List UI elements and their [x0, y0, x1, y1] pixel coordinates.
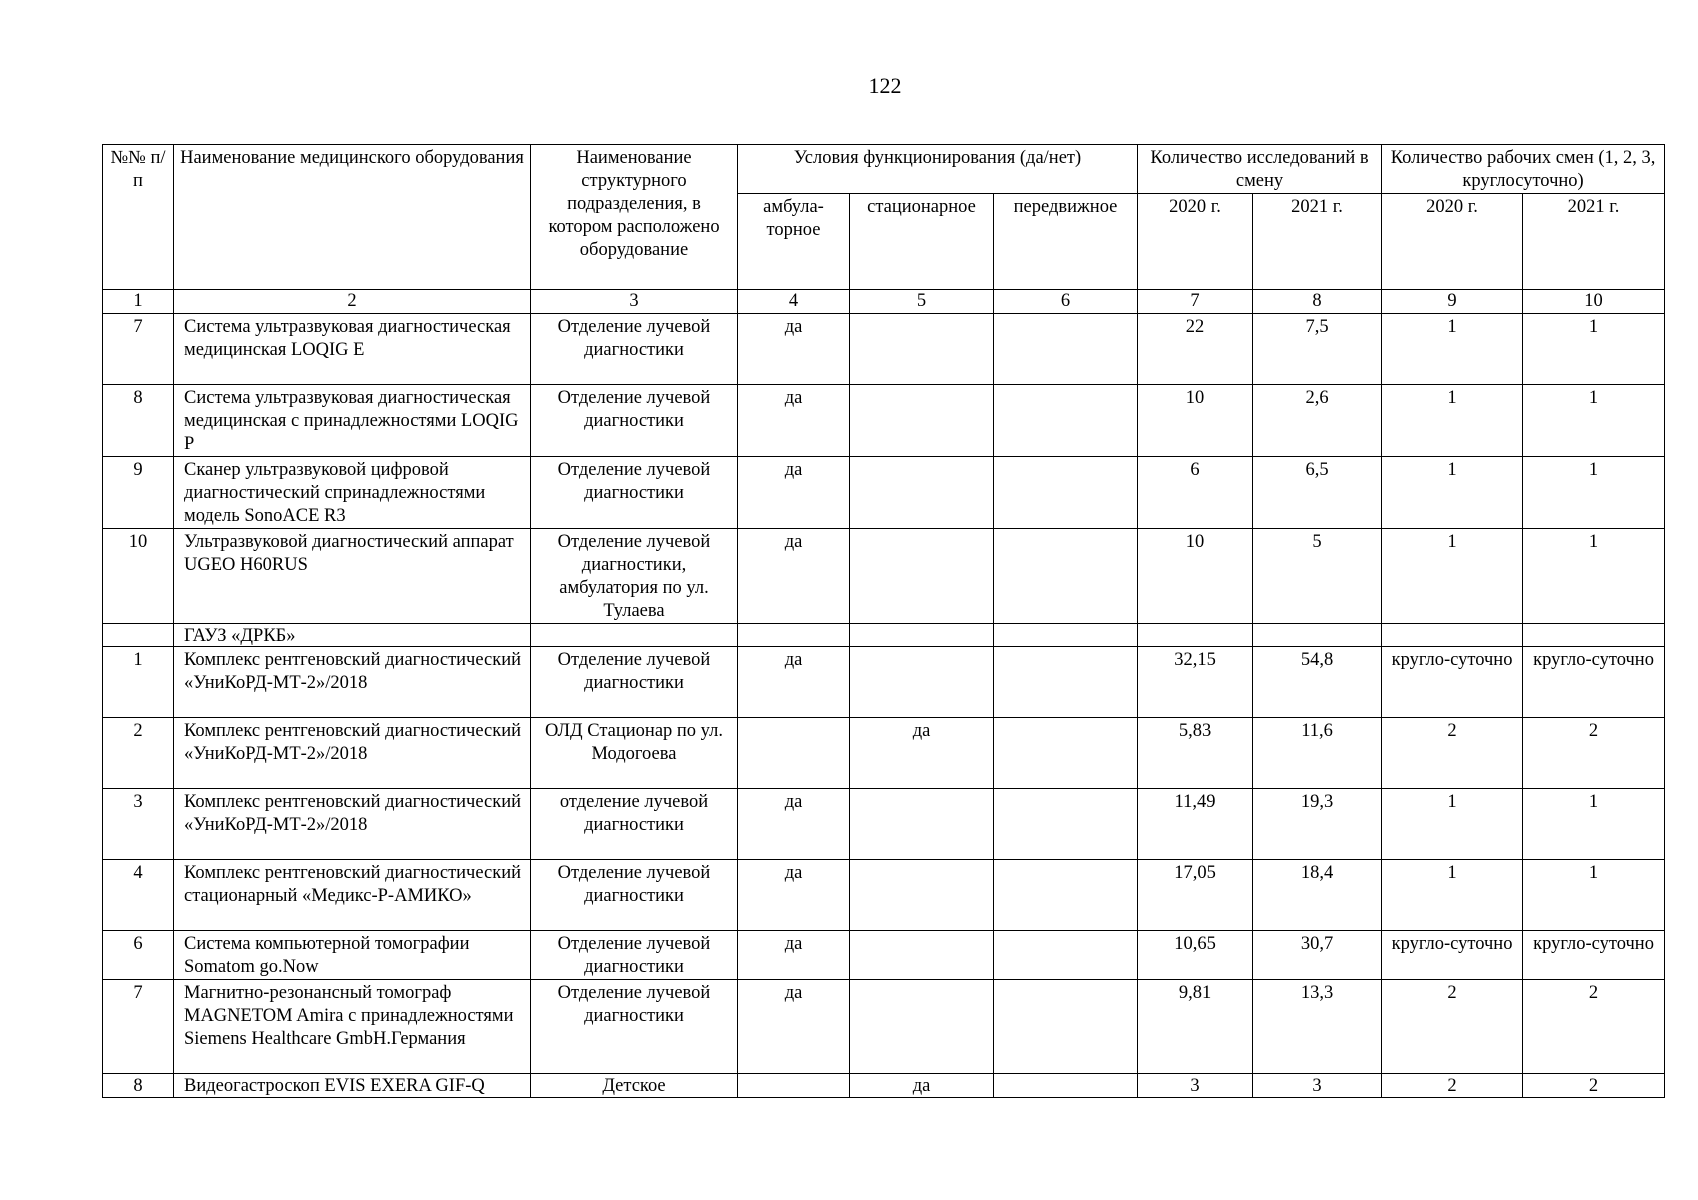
cell-research-2021: 3 — [1253, 1074, 1382, 1098]
table-row — [103, 624, 1665, 647]
column-number: 3 — [531, 290, 738, 314]
cell-research-2020: 11,49 — [1138, 789, 1253, 860]
table-row — [103, 860, 1665, 931]
cell-ambulatory: да — [738, 314, 850, 385]
cell-research-2021: 19,3 — [1253, 789, 1382, 860]
cell-num: 6 — [103, 931, 174, 980]
cell-shifts-2021: 2 — [1523, 980, 1665, 1074]
cell-shifts-2020: 2 — [1382, 1074, 1523, 1098]
cell-research-2020: 17,05 — [1138, 860, 1253, 931]
cell-equipment-name: Система ультразвуковая диагностическая медицинская LOQIG E — [174, 314, 531, 385]
cell-stationary: да — [850, 718, 994, 789]
cell-research-2020: 6 — [1138, 457, 1253, 529]
cell-shifts-2021: 2 — [1523, 1074, 1665, 1098]
column-number: 4 — [738, 290, 850, 314]
cell-num — [103, 624, 174, 647]
cell-shifts-2021: кругло-суточно — [1523, 647, 1665, 718]
cell-department: Отделение лучевой диагностики — [531, 931, 738, 980]
column-number: 5 — [850, 290, 994, 314]
header-equipment-name: Наименование медицинского оборудования — [174, 145, 531, 290]
cell-equipment-name: ГАУЗ «ДРКБ» — [174, 624, 531, 647]
cell-num: 7 — [103, 314, 174, 385]
cell-stationary — [850, 529, 994, 624]
cell-research-2020: 32,15 — [1138, 647, 1253, 718]
cell-equipment-name: Сканер ультразвуковой цифровой диагностический спринадлежностями модель SonoACE R3 — [174, 457, 531, 529]
cell-shifts-2020: 1 — [1382, 385, 1523, 457]
cell-shifts-2020: 1 — [1382, 789, 1523, 860]
cell-ambulatory — [738, 718, 850, 789]
cell-research-2021: 18,4 — [1253, 860, 1382, 931]
cell-ambulatory: да — [738, 529, 850, 624]
cell-equipment-name: Комплекс рентгеновский диагностический «УниКоРД-МТ-2»/2018 — [174, 718, 531, 789]
cell-shifts-2021: кругло-суточно — [1523, 931, 1665, 980]
table-row — [103, 931, 1665, 980]
cell-stationary — [850, 980, 994, 1074]
table-row — [103, 529, 1665, 624]
cell-mobile — [994, 457, 1138, 529]
cell-equipment-name: Магнитно-резонансный томограф MAGNETOM Amira с принадлежностями Siemens Healthcare GmbH.Германия — [174, 980, 531, 1074]
cell-stationary — [850, 624, 994, 647]
table-row — [103, 385, 1665, 457]
cell-mobile — [994, 718, 1138, 789]
header-shift-count: Количество рабочих смен (1, 2, 3, круглосуточно) — [1382, 145, 1665, 194]
cell-research-2020: 22 — [1138, 314, 1253, 385]
cell-department: отделение лучевой диагностики — [531, 789, 738, 860]
header-research-count: Количество исследований в смену — [1138, 145, 1382, 194]
header-row-top — [103, 145, 1665, 194]
cell-research-2020: 5,83 — [1138, 718, 1253, 789]
cell-num: 3 — [103, 789, 174, 860]
cell-mobile — [994, 529, 1138, 624]
cell-stationary — [850, 647, 994, 718]
cell-stationary — [850, 385, 994, 457]
cell-shifts-2020: кругло-суточно — [1382, 647, 1523, 718]
header-research-2021: 2021 г. — [1253, 194, 1382, 290]
cell-department — [531, 624, 738, 647]
cell-shifts-2021: 1 — [1523, 314, 1665, 385]
header-ambulatory: амбула-торное — [738, 194, 850, 290]
cell-shifts-2020: 2 — [1382, 980, 1523, 1074]
cell-research-2020 — [1138, 624, 1253, 647]
cell-shifts-2020 — [1382, 624, 1523, 647]
cell-shifts-2020: 1 — [1382, 529, 1523, 624]
cell-shifts-2020: 1 — [1382, 314, 1523, 385]
cell-ambulatory — [738, 624, 850, 647]
cell-research-2021: 6,5 — [1253, 457, 1382, 529]
cell-shifts-2021: 1 — [1523, 385, 1665, 457]
cell-ambulatory: да — [738, 860, 850, 931]
cell-mobile — [994, 980, 1138, 1074]
cell-mobile — [994, 624, 1138, 647]
cell-stationary — [850, 314, 994, 385]
cell-department: Отделение лучевой диагностики — [531, 980, 738, 1074]
header-shifts-2021: 2021 г. — [1523, 194, 1665, 290]
header-department: Наименование структурного подразделения, в котором расположено оборудование — [531, 145, 738, 290]
cell-shifts-2021: 1 — [1523, 529, 1665, 624]
column-number: 9 — [1382, 290, 1523, 314]
header-research-2020: 2020 г. — [1138, 194, 1253, 290]
cell-num: 4 — [103, 860, 174, 931]
cell-research-2020: 9,81 — [1138, 980, 1253, 1074]
column-number: 2 — [174, 290, 531, 314]
cell-mobile — [994, 1074, 1138, 1098]
cell-ambulatory: да — [738, 789, 850, 860]
header-mobile: передвижное — [994, 194, 1138, 290]
cell-research-2021: 11,6 — [1253, 718, 1382, 789]
cell-department: Отделение лучевой диагностики — [531, 860, 738, 931]
cell-stationary — [850, 789, 994, 860]
cell-equipment-name: Видеогастроскоп EVIS EXERA GIF-Q — [174, 1074, 531, 1098]
cell-shifts-2021: 2 — [1523, 718, 1665, 789]
header-stationary: стационарное — [850, 194, 994, 290]
cell-research-2020: 10 — [1138, 385, 1253, 457]
cell-stationary: да — [850, 1074, 994, 1098]
cell-ambulatory: да — [738, 457, 850, 529]
cell-research-2020: 10,65 — [1138, 931, 1253, 980]
column-number: 7 — [1138, 290, 1253, 314]
cell-research-2021 — [1253, 624, 1382, 647]
cell-department: Отделение лучевой диагностики — [531, 457, 738, 529]
cell-ambulatory: да — [738, 647, 850, 718]
cell-department: Отделение лучевой диагностики, амбулатория по ул. Тулаева — [531, 529, 738, 624]
cell-research-2021: 13,3 — [1253, 980, 1382, 1074]
cell-department: Отделение лучевой диагностики — [531, 314, 738, 385]
cell-ambulatory: да — [738, 980, 850, 1074]
table-row — [103, 647, 1665, 718]
table-row — [103, 980, 1665, 1074]
cell-department: Отделение лучевой диагностики — [531, 647, 738, 718]
header-shifts-2020: 2020 г. — [1382, 194, 1523, 290]
cell-shifts-2021 — [1523, 624, 1665, 647]
cell-shifts-2020: 1 — [1382, 860, 1523, 931]
cell-department: ОЛД Стационар по ул. Модогоева — [531, 718, 738, 789]
page-number: 122 — [868, 73, 902, 98]
cell-stationary — [850, 860, 994, 931]
cell-research-2021: 54,8 — [1253, 647, 1382, 718]
cell-num: 10 — [103, 529, 174, 624]
cell-num: 8 — [103, 385, 174, 457]
cell-stationary — [850, 931, 994, 980]
cell-ambulatory: да — [738, 385, 850, 457]
cell-mobile — [994, 385, 1138, 457]
cell-research-2021: 7,5 — [1253, 314, 1382, 385]
cell-ambulatory — [738, 1074, 850, 1098]
column-number: 8 — [1253, 290, 1382, 314]
cell-shifts-2020: 2 — [1382, 718, 1523, 789]
cell-num: 7 — [103, 980, 174, 1074]
cell-research-2021: 30,7 — [1253, 931, 1382, 980]
column-number: 10 — [1523, 290, 1665, 314]
cell-mobile — [994, 860, 1138, 931]
table-row — [103, 1074, 1665, 1098]
cell-mobile — [994, 647, 1138, 718]
equipment-table — [102, 144, 1665, 1098]
cell-equipment-name: Комплекс рентгеновский диагностический «УниКоРД-МТ-2»/2018 — [174, 789, 531, 860]
cell-equipment-name: Ультразвуковой диагностический аппарат UGEO H60RUS — [174, 529, 531, 624]
column-number: 6 — [994, 290, 1138, 314]
header-conditions: Условия функционирования (да/нет) — [738, 145, 1138, 194]
cell-ambulatory: да — [738, 931, 850, 980]
cell-equipment-name: Комплекс рентгеновский диагностический стационарный «Медикс-Р-АМИКО» — [174, 860, 531, 931]
table-row — [103, 789, 1665, 860]
cell-num: 2 — [103, 718, 174, 789]
cell-research-2020: 10 — [1138, 529, 1253, 624]
header-num: №№ п/п — [103, 145, 174, 290]
cell-department: Отделение лучевой диагностики — [531, 385, 738, 457]
table-row — [103, 718, 1665, 789]
cell-research-2020: 3 — [1138, 1074, 1253, 1098]
cell-department: Детское — [531, 1074, 738, 1098]
cell-equipment-name: Комплекс рентгеновский диагностический «УниКоРД-МТ-2»/2018 — [174, 647, 531, 718]
cell-mobile — [994, 314, 1138, 385]
cell-shifts-2020: 1 — [1382, 457, 1523, 529]
cell-mobile — [994, 789, 1138, 860]
cell-equipment-name: Система компьютерной томографии Somatom go.Now — [174, 931, 531, 980]
cell-equipment-name: Система ультразвуковая диагностическая медицинская с принадлежностями LOQIG P — [174, 385, 531, 457]
cell-shifts-2020: кругло-суточно — [1382, 931, 1523, 980]
cell-num: 8 — [103, 1074, 174, 1098]
cell-shifts-2021: 1 — [1523, 860, 1665, 931]
cell-research-2021: 5 — [1253, 529, 1382, 624]
cell-shifts-2021: 1 — [1523, 789, 1665, 860]
cell-num: 9 — [103, 457, 174, 529]
cell-research-2021: 2,6 — [1253, 385, 1382, 457]
column-number-row — [103, 290, 1665, 314]
cell-mobile — [994, 931, 1138, 980]
column-number: 1 — [103, 290, 174, 314]
table-row — [103, 314, 1665, 385]
cell-num: 1 — [103, 647, 174, 718]
cell-shifts-2021: 1 — [1523, 457, 1665, 529]
cell-stationary — [850, 457, 994, 529]
table-row — [103, 457, 1665, 529]
